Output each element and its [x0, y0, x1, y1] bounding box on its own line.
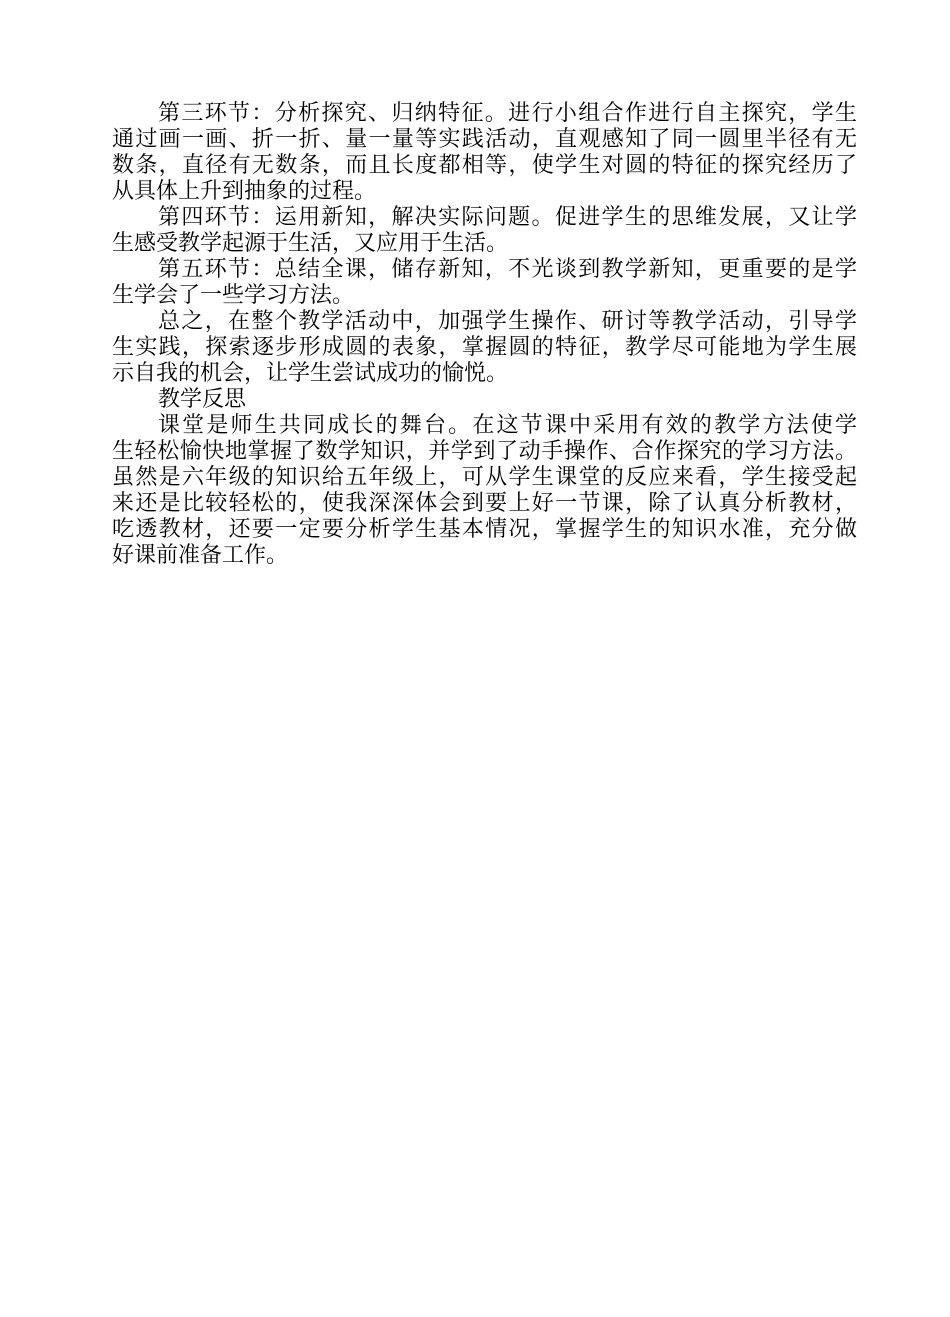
paragraph-4-line-3: 示自我的机会，让学生尝试成功的愉悦。 — [112, 361, 509, 386]
paragraph-4-line-2: 生实践，探索逐步形成圆的表象，掌握圆的特征，教学尽可能地为学生展 — [112, 335, 857, 360]
paragraph-3-line-2: 生学会了一些学习方法。 — [112, 283, 355, 308]
section-heading-teaching-reflection: 教学反思 — [158, 387, 247, 412]
paragraph-6-line-6: 好课前准备工作。 — [112, 543, 289, 568]
paragraph-6-line-2: 生轻松愉快地掌握了数学知识，并学到了动手操作、合作探究的学习方法。 — [112, 439, 857, 464]
paragraph-6-line-3: 虽然是六年级的知识给五年级上，可从学生课堂的反应来看，学生接受起 — [112, 465, 857, 490]
paragraph-1-line-2: 通过画一画、折一折、量一量等实践活动，直观感知了同一圆里半径有无 — [112, 127, 857, 152]
paragraph-2-line-1: 第四环节：运用新知，解决实际问题。促进学生的思维发展，又让学 — [158, 205, 857, 230]
paragraph-4-line-1: 总之，在整个教学活动中，加强学生操作、研讨等教学活动，引导学 — [158, 309, 857, 334]
document-body — [112, 100, 857, 568]
paragraph-1-line-1: 第三环节：分析探究、归纳特征。进行小组合作进行自主探究，学生 — [158, 101, 857, 126]
paragraph-3-line-1: 第五环节：总结全课，储存新知，不光谈到教学新知，更重要的是学 — [158, 257, 857, 282]
paragraph-6-line-1: 课堂是师生共同成长的舞台。在这节课中采用有效的教学方法使学 — [158, 413, 857, 438]
paragraph-1-line-3: 数条，直径有无数条，而且长度都相等，使学生对圆的特征的探究经历了 — [112, 153, 857, 178]
paragraph-1-line-4: 从具体上升到抽象的过程。 — [112, 179, 377, 204]
paragraph-2-line-2: 生感受教学起源于生活，又应用于生活。 — [112, 231, 509, 256]
paragraph-6-line-5: 吃透教材，还要一定要分析学生基本情况，掌握学生的知识水准，充分做 — [112, 517, 857, 542]
paragraph-6-line-4: 来还是比较轻松的，使我深深体会到要上好一节课，除了认真分析教材， — [112, 491, 857, 516]
